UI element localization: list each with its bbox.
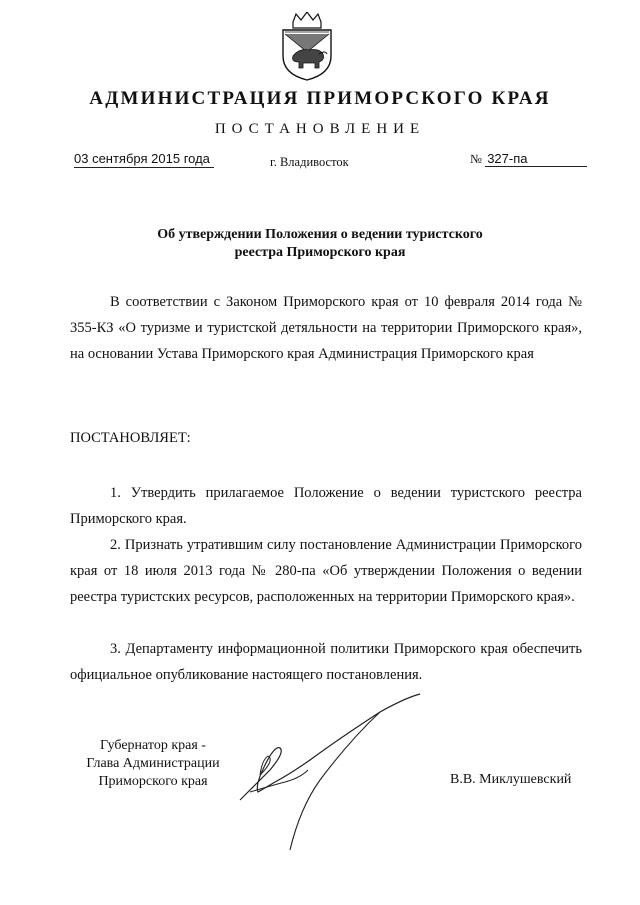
item-2: 2. Признать утратившим силу постановление Администрации Приморского края от 18 июля 2013 года № 280-па «Об утверждении Положения о ведении реестра туристских ресурсов, расположенных на территории Приморского края». bbox=[70, 537, 582, 605]
position-line-3: Приморского края bbox=[98, 774, 208, 789]
coat-of-arms-icon bbox=[279, 12, 335, 82]
document-date: 03 сентября 2015 года bbox=[74, 151, 214, 168]
title-line-2: реестра Приморского края bbox=[234, 245, 406, 260]
item-1: 1. Утвердить прилагаемое Положение о ведении туристского реестра Приморского края. bbox=[70, 485, 582, 527]
number-label: № bbox=[470, 152, 482, 166]
title-line-1: Об утверждении Положения о ведении туристского bbox=[157, 227, 483, 242]
resolves-heading: ПОСТАНОВЛЯЕТ: bbox=[70, 430, 191, 446]
handwritten-signature bbox=[230, 690, 440, 860]
organization-name: АДМИНИСТРАЦИЯ ПРИМОРСКОГО КРАЯ bbox=[89, 88, 551, 109]
preamble-text: В соответствии с Законом Приморского края от 10 февраля 2014 года № 355-КЗ «О туризме и туристской детяльности на территории Приморского края», на основании Устава Приморского края Администрация Приморского края bbox=[70, 294, 582, 362]
document-title bbox=[0, 226, 640, 262]
position-line-2: Глава Администрации bbox=[86, 756, 220, 771]
document-city: г. Владивосток bbox=[270, 155, 349, 169]
document-number bbox=[470, 151, 587, 167]
document-type: ПОСТАНОВЛЕНИЕ bbox=[214, 121, 426, 137]
position-line-1: Губернатор края - bbox=[100, 738, 206, 753]
signatory-position bbox=[78, 737, 228, 791]
number-value: 327-па bbox=[485, 151, 587, 167]
preamble bbox=[70, 289, 582, 367]
item-3: 3. Департаменту информационной политики Приморского края обеспечить официальное опубликование настоящего постановления. bbox=[70, 641, 582, 683]
signatory-name: В.В. Миклушевский bbox=[450, 772, 572, 787]
